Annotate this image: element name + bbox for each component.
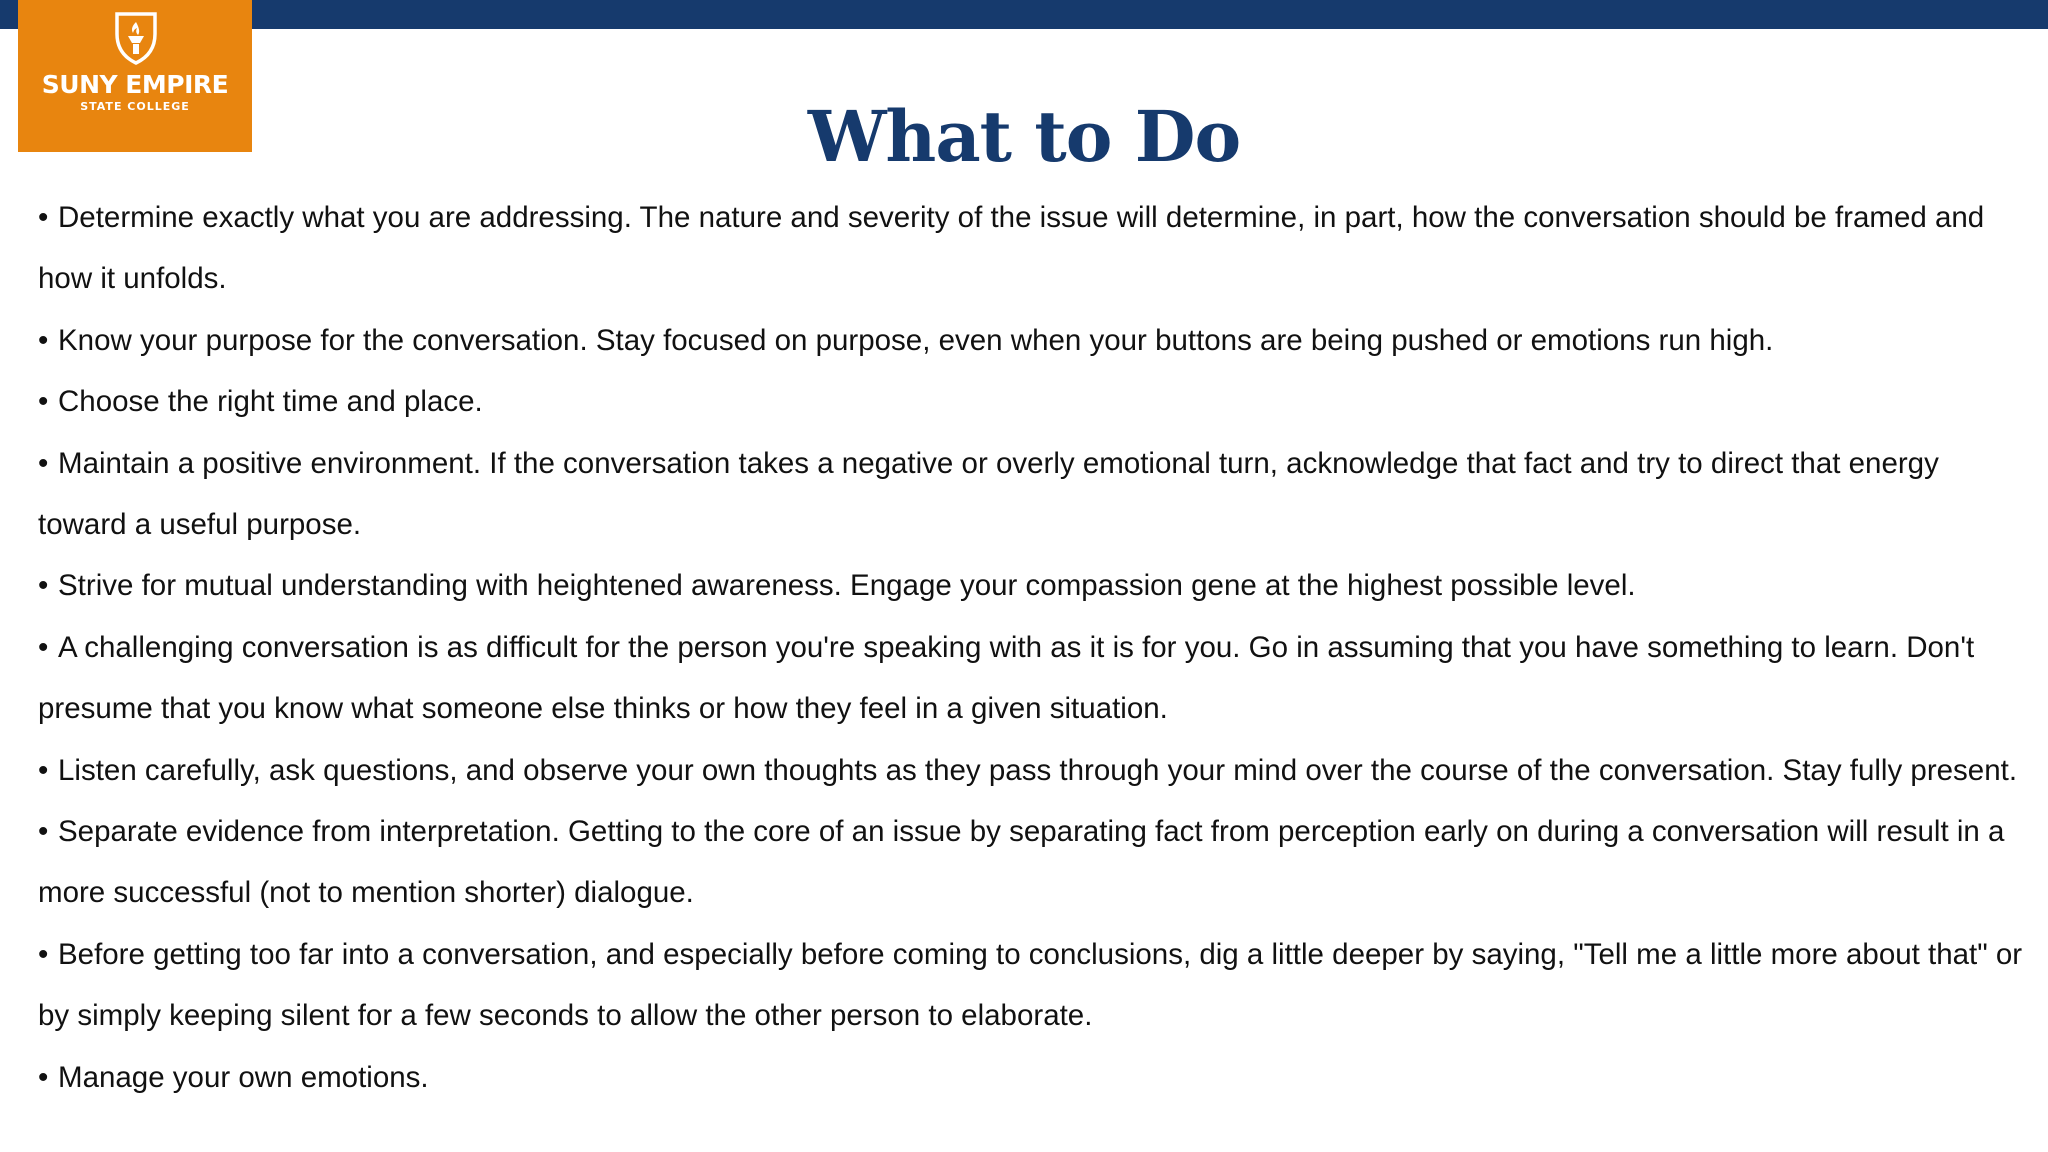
logo-subtitle-text: STATE COLLEGE xyxy=(80,100,190,113)
bullet-dot: • xyxy=(38,630,49,664)
logo-name-text: SUNY EMPIRE xyxy=(41,70,229,99)
bullet-list xyxy=(38,187,2028,1108)
bullet-item xyxy=(38,1047,2028,1108)
bullet-item xyxy=(38,555,2028,616)
bullet-text: Before getting too far into a conversation, and especially before coming to conclusions, dig a little deeper by saying, "Tell me a little more about that" or by simply keeping silent for a few seconds to allow the other person to elaborate. xyxy=(38,937,2023,1033)
bullet-dot: • xyxy=(38,1060,49,1094)
bullet-item xyxy=(38,617,2028,740)
bullet-text: Choose the right time and place. xyxy=(58,385,483,419)
bullet-dot: • xyxy=(38,201,49,234)
bullet-text: A challenging conversation is as difficult for the person you're speaking with as it is for you. Go in assuming that you have something to learn. Don't presume that you know what someone else thinks or how they feel in a given situation. xyxy=(38,630,1975,726)
bullet-dot: • xyxy=(38,385,49,419)
bullet-text: Separate evidence from interpretation. Getting to the core of an issue by separating fact from perception early on during a conversation will result in a more successful (not to mention shorter) dialogue. xyxy=(38,815,2005,910)
shield-torch-icon xyxy=(113,10,159,66)
slide-title: What to Do xyxy=(807,95,1241,178)
bullet-dot: • xyxy=(38,815,49,849)
bullet-dot: • xyxy=(38,446,49,480)
bullet-dot: • xyxy=(38,569,49,603)
top-banner-bar xyxy=(0,0,2048,29)
bullet-text: Listen carefully, ask questions, and observe your own thoughts as they pass through your mind over the course of the conversation. Stay fully present. xyxy=(58,753,2018,787)
bullet-dot: • xyxy=(38,323,49,357)
bullet-item xyxy=(38,924,2028,1047)
bullet-dot: • xyxy=(38,937,49,971)
bullet-item xyxy=(38,371,2028,432)
bullet-text: Know your purpose for the conversation. Stay focused on purpose, even when your buttons are being pushed or emotions run high. xyxy=(58,323,1774,357)
bullet-text: Strive for mutual understanding with heightened awareness. Engage your compassion gene at the highest possible level. xyxy=(58,569,1636,603)
bullet-item xyxy=(38,187,2028,310)
bullet-item xyxy=(38,801,2028,924)
bullet-text: Manage your own emotions. xyxy=(58,1060,429,1094)
bullet-item xyxy=(38,740,2028,801)
bullet-item xyxy=(38,310,2028,371)
bullet-item xyxy=(38,433,2028,556)
bullet-dot: • xyxy=(38,753,49,787)
bullet-text: Maintain a positive environment. If the conversation takes a negative or overly emotional turn, acknowledge that fact and try to direct that energy toward a useful purpose. xyxy=(38,446,1939,542)
bullet-text: Determine exactly what you are addressing. The nature and severity of the issue will determine, in part, how the conversation should be framed and how it unfolds. xyxy=(38,201,1985,296)
